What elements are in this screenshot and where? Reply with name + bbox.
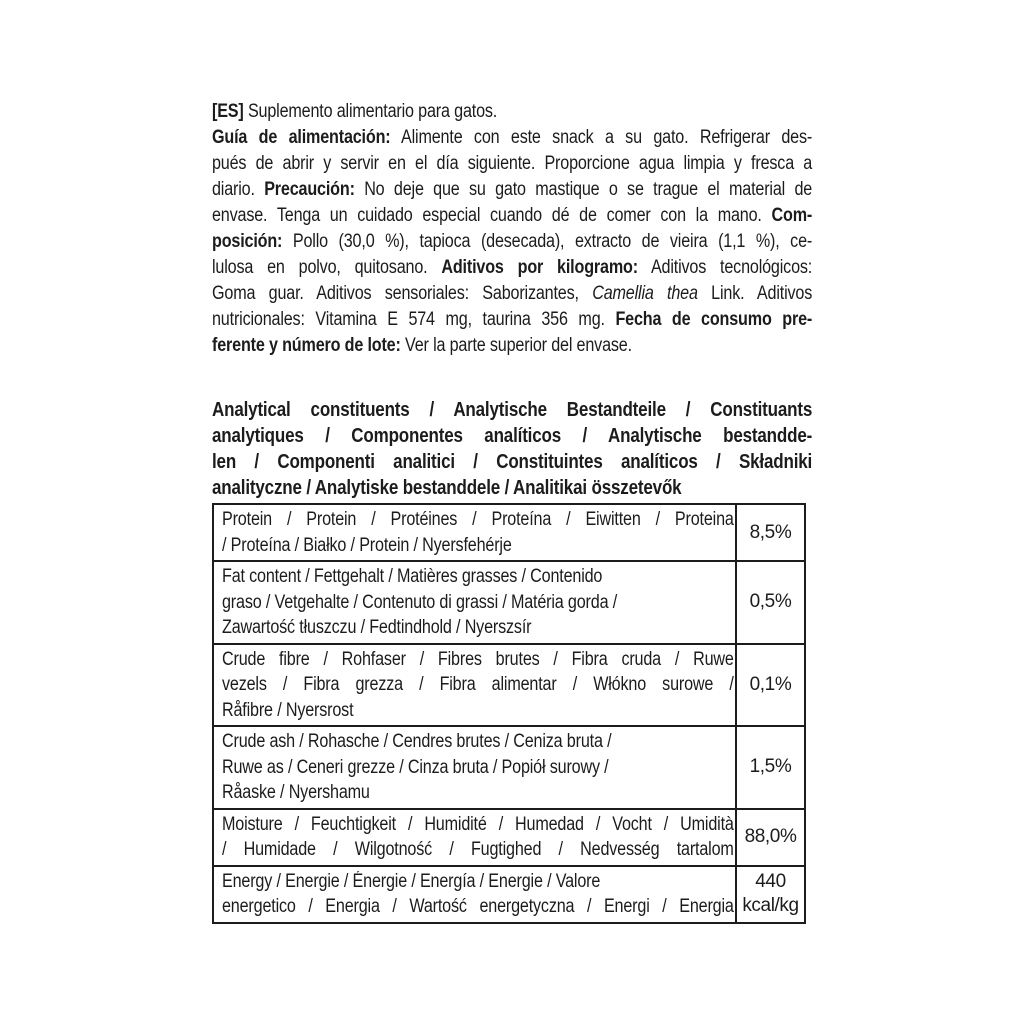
text-segment: Goma guar. Aditivos sensoriales: Saborizantes, xyxy=(212,283,593,304)
text-segment: Guía de alimentación: xyxy=(212,127,391,148)
constituent-name-line: / Proteína / Białko / Protein / Nyersfehérje xyxy=(222,534,512,556)
description-line xyxy=(212,99,812,125)
text-segment: envase. Tenga un cuidado especial cuando dé de comer con la mano. xyxy=(212,205,772,226)
constituent-value-cell xyxy=(737,727,804,808)
description-line xyxy=(212,151,812,177)
constituent-value-line: 8,5% xyxy=(749,521,792,543)
text-segment: Aditivos por kilogramo: xyxy=(441,257,638,278)
heading-line: analytiques / Componentes analíticos / Analytische bestandde- xyxy=(212,425,813,447)
constituent-value-cell xyxy=(737,867,804,922)
table-row xyxy=(214,505,804,560)
text-segment: lulosa en polvo, quitosano. xyxy=(212,257,442,278)
text-segment: [ES] xyxy=(212,101,244,122)
text-segment: posición: xyxy=(212,231,283,252)
text-segment: Precaución: xyxy=(264,179,355,200)
text-segment: nutricionales: Vitamina E 574 mg, taurina 356 mg. xyxy=(212,309,616,330)
constituent-name-line: Råaske / Nyershamu xyxy=(222,782,370,803)
constituent-value-line: 1,5% xyxy=(749,756,792,778)
constituent-name-cell xyxy=(214,505,737,560)
constituent-value-cell xyxy=(737,562,804,643)
table-row xyxy=(214,560,804,643)
constituent-name-line: Crude fibre / Rohfaser / Fibres brutes / Fibra cruda / Ruwe xyxy=(222,648,734,670)
text-segment: Ver la parte superior del envase. xyxy=(400,335,632,356)
description-line xyxy=(212,125,812,151)
constituent-value-line: kcal/kg xyxy=(742,895,799,916)
constituent-name-cell xyxy=(214,867,737,922)
constituent-value-cell xyxy=(737,505,804,560)
analytical-constituents-heading xyxy=(212,397,812,501)
text-segment: Com- xyxy=(771,205,813,226)
constituent-name-line: Crude ash / Rohasche / Cendres brutes / Ceniza bruta / xyxy=(222,731,612,752)
constituent-value-cell xyxy=(737,810,804,865)
heading-line: analityczne / Analytiske bestanddele / Analitikai összetevők xyxy=(212,477,682,499)
text-segment: Fecha de consumo pre- xyxy=(615,309,813,330)
constituent-name-line: Protein / Protein / Protéines / Proteína / Eiwitten / Proteina xyxy=(222,509,734,530)
constituent-name-line: Råfibre / Nyersrost xyxy=(222,699,354,721)
text-segment: Link. Aditivos xyxy=(697,283,813,304)
constituent-name-line: / Humidade / Wilgotność / Fugtighed / Nedvesség tartalom xyxy=(222,839,734,860)
heading-line: Analytical constituents / Analytische Bestandteile / Constituants xyxy=(212,399,813,421)
text-segment: Alimente con este snack a su gato. Refrigerar des- xyxy=(390,127,813,148)
description-line xyxy=(212,307,812,333)
constituent-name-line: Moisture / Feuchtigkeit / Humidité / Humedad / Vocht / Umidità xyxy=(222,813,734,835)
constituent-value-line: 0,5% xyxy=(749,591,792,613)
description-line xyxy=(212,229,812,255)
constituent-value-cell xyxy=(737,645,804,726)
constituent-name-cell xyxy=(214,810,737,865)
text-segment: pués de abrir y servir en el día siguiente. Proporcione agua limpia y fresca a xyxy=(212,153,813,174)
constituent-name-cell xyxy=(214,727,737,808)
table-row xyxy=(214,643,804,726)
text-segment: Pollo (30,0 %), tapioca (desecada), extracto de vieira (1,1 %), ce- xyxy=(282,231,813,252)
constituent-name-line: energetico / Energia / Wartość energetyczna / Energi / Energia xyxy=(222,896,734,917)
constituent-name-line: Ruwe as / Ceneri grezze / Cinza bruta / Popiół surowy / xyxy=(222,756,609,778)
description-line xyxy=(212,177,812,203)
text-segment: Suplemento alimentario para gatos. xyxy=(243,101,498,122)
description-line xyxy=(212,255,812,281)
table-row xyxy=(214,725,804,808)
table-row xyxy=(214,808,804,865)
constituent-value-line: 88,0% xyxy=(744,826,797,847)
analytical-constituents-table xyxy=(212,503,806,924)
description-line xyxy=(212,203,812,229)
heading-line: len / Componenti analitici / Constituintes analíticos / Składniki xyxy=(212,451,813,473)
spanish-description-block xyxy=(212,99,812,359)
constituent-name-line: graso / Vetgehalte / Contenuto di grassi / Matéria gorda / xyxy=(222,591,618,613)
description-line xyxy=(212,281,812,307)
constituent-value-line: 440 xyxy=(755,871,786,892)
constituent-name-cell xyxy=(214,562,737,643)
text-segment: ferente y número de lote: xyxy=(212,335,401,356)
constituent-name-cell xyxy=(214,645,737,726)
table-row xyxy=(214,865,804,922)
constituent-name-line: Zawartość tłuszczu / Fedtindhold / Nyerszsír xyxy=(222,617,532,638)
text-segment: diario. xyxy=(212,179,265,200)
text-segment: Aditivos tecnológicos: xyxy=(637,257,813,278)
description-line xyxy=(212,333,812,359)
constituent-name-line: Energy / Energie / Énergie / Energía / Energie / Valore xyxy=(222,870,601,892)
constituent-name-line: Fat content / Fettgehalt / Matières grasses / Contenido xyxy=(222,566,603,587)
text-segment: Camellia thea xyxy=(592,283,698,304)
text-segment: No deje que su gato mastique o se trague el material de xyxy=(354,179,813,200)
constituent-value-line: 0,1% xyxy=(749,673,792,695)
pet-food-label xyxy=(212,99,812,924)
constituent-name-line: vezels / Fibra grezza / Fibra alimentar / Włókno surowe / xyxy=(222,674,734,695)
